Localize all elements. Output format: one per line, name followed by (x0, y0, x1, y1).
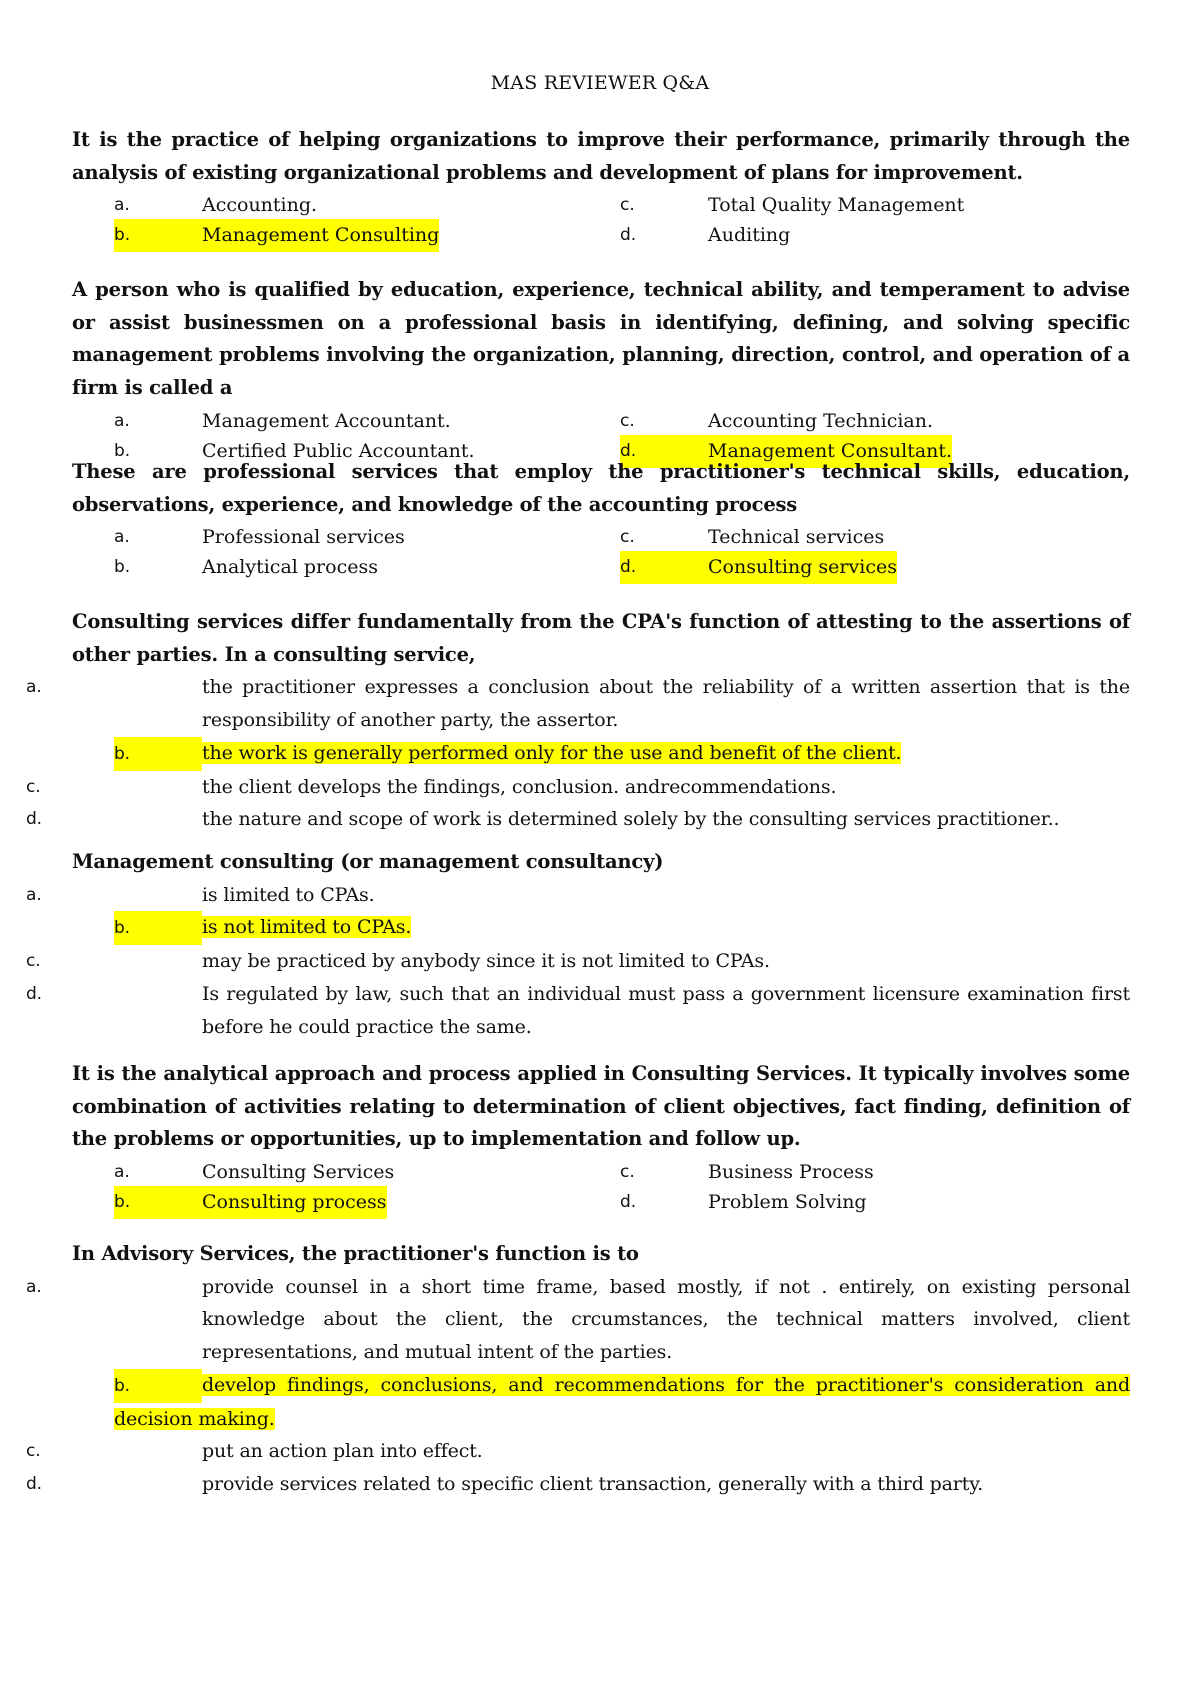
option-letter: d. (26, 983, 42, 1004)
option-d[interactable] (26, 1468, 1130, 1501)
option-letter: d. (26, 809, 42, 830)
option-letter: b. (114, 1186, 154, 1219)
option-d[interactable] (26, 978, 1130, 1043)
option-b[interactable] (114, 911, 1130, 945)
question-stem: It is the analytical approach and process applied in Consulting Services. It typically involves some combination of activities relating to determination of client objectives, fact finding, definition of the problems or opportunities, up to implementation and follow up. (72, 1062, 1130, 1151)
question-5 (26, 846, 1130, 1043)
question-1 (72, 124, 1130, 255)
option-a[interactable] (26, 671, 1130, 736)
question-6 (72, 1058, 1130, 1222)
question-2 (72, 274, 1130, 471)
option-letter: c. (26, 1441, 41, 1462)
option-a[interactable] (26, 1271, 1130, 1369)
option-letter: d. (26, 1473, 42, 1494)
question-stem: Consulting services differ fundamentally from the CPA's function of attesting to the assertions of other parties. In a consulting service, (72, 610, 1130, 666)
option-letter: c. (620, 1162, 635, 1183)
option-letter: a. (26, 1276, 42, 1297)
option-letter: c. (620, 527, 635, 548)
option-letter-wrap (114, 1369, 202, 1403)
option-letter: b. (114, 557, 131, 578)
option-text: is limited to CPAs. (202, 883, 375, 906)
option-text: provide counsel in a short time frame, based mostly, if not . entirely, on existing personal knowledge about the client, the crcumstances, the technical matters involved, client representations, and mutual intent of the parties. (202, 1275, 1130, 1364)
option-a[interactable] (26, 879, 1130, 912)
option-letter: a. (114, 410, 130, 431)
option-letter: a. (26, 884, 42, 905)
option-c[interactable] (26, 1435, 1130, 1468)
option-text: provide services related to specific client transaction, generally with a third party. (202, 1472, 984, 1495)
options-grid (72, 189, 1130, 255)
option-text: Consulting Services (202, 1161, 395, 1184)
option-text: Total Quality Management (708, 194, 965, 217)
question-stem: A person who is qualified by education, experience, technical ability, and temperament to advise or assist businessmen on a professional basis in identifying, defining, and solving specific management problems involving the organization, planning, direction, control, and operation of a firm is called a (72, 278, 1130, 400)
option-letter: a. (26, 677, 42, 698)
option-text: Accounting Technician. (708, 409, 934, 432)
option-text: Technical services (708, 526, 885, 549)
option-c[interactable] (26, 945, 1130, 978)
document-title: MAS REVIEWER Q&A (490, 72, 710, 94)
option-d[interactable] (26, 803, 1130, 836)
highlight-gap (154, 219, 202, 252)
option-text: Certified Public Accountant. (202, 439, 475, 462)
option-letter: c. (26, 951, 41, 972)
question-stem: It is the practice of helping organizations to improve their performance, primarily through the analysis of existing organizational problems and development of plans for improvement. (72, 128, 1130, 184)
option-text: put an action plan into effect. (202, 1440, 483, 1463)
option-letter-wrap (114, 911, 202, 945)
option-letter: a. (114, 527, 130, 548)
option-text: Analytical process (202, 556, 378, 579)
option-text: the nature and scope of work is determined solely by the consulting services practitioner.. (202, 808, 1060, 831)
option-text: is not limited to CPAs. (202, 916, 412, 939)
option-letter: c. (26, 776, 41, 797)
option-letter: a. (114, 1162, 130, 1183)
question-7 (26, 1238, 1130, 1501)
option-text: the practitioner expresses a conclusion about the reliability of a written assertion that is the responsibility of another party, the assertor. (202, 676, 1130, 732)
option-text: Auditing (708, 224, 791, 247)
option-text: Accounting. (202, 194, 318, 217)
option-letter: d. (620, 1192, 637, 1213)
option-text: Is regulated by law, such that an individual must pass a government licensure examination first before he could practice the same. (202, 982, 1130, 1038)
option-text: the work is generally performed only for the use and benefit of the client. (202, 741, 902, 764)
option-letter-wrap (114, 737, 202, 771)
option-letter: b. (114, 918, 130, 939)
question-3 (72, 456, 1130, 587)
option-letter: c. (620, 195, 635, 216)
highlight-gap (660, 551, 708, 584)
option-text: develop findings, conclusions, and recommendations for the practitioner's consideration and decision making. (114, 1373, 1130, 1430)
question-4 (26, 606, 1130, 836)
option-letter: c. (620, 410, 635, 431)
option-letter: d. (620, 551, 660, 584)
option-text: Consulting process (202, 1186, 387, 1219)
option-letter: b. (114, 440, 131, 461)
option-c[interactable] (26, 771, 1130, 804)
option-text: Management Consulting (202, 219, 439, 252)
option-letter: d. (620, 225, 637, 246)
option-letter: b. (114, 743, 130, 764)
option-b[interactable] (114, 737, 1130, 771)
option-text: may be practiced by anybody since it is not limited to CPAs. (202, 950, 770, 973)
option-text: Management Accountant. (202, 409, 451, 432)
option-text: Management Consultant. (708, 435, 952, 468)
option-text: Consulting services (708, 551, 897, 584)
option-b[interactable] (114, 1369, 1130, 1435)
options-grid (72, 521, 1130, 587)
question-stem: These are professional services that employ the practitioner's technical skills, education, observations, experience, and knowledge of the accounting process (72, 460, 1130, 516)
option-text: Professional services (202, 526, 405, 549)
question-stem: Management consulting (or management consultancy) (72, 850, 664, 873)
option-letter: d. (620, 435, 660, 468)
option-text: the client develops the findings, conclusion. andrecommendations. (202, 775, 837, 798)
question-stem: In Advisory Services, the practitioner's function is to (72, 1242, 639, 1265)
option-letter: b. (114, 1375, 130, 1396)
highlight-gap (154, 1186, 202, 1219)
option-text: Problem Solving (708, 1191, 867, 1214)
option-letter: b. (114, 219, 154, 252)
option-letter: a. (114, 195, 130, 216)
option-text: Business Process (708, 1161, 874, 1184)
options-grid (72, 1156, 1130, 1222)
